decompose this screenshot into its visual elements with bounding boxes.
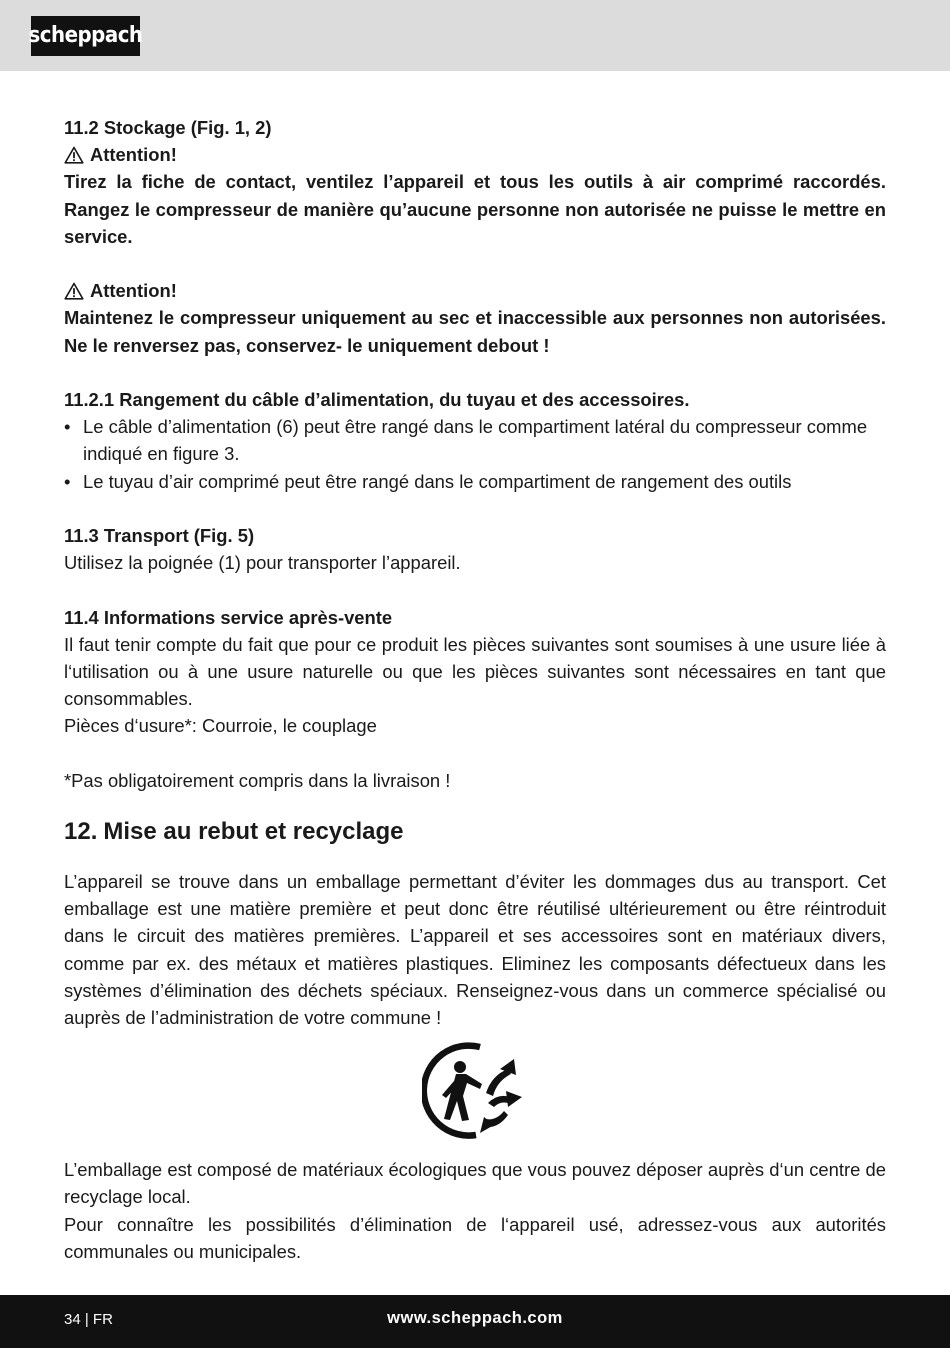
section-12-heading: [64, 816, 886, 848]
warning-triangle-icon: [64, 146, 84, 164]
section-11-2-1-title: 11.2.1 Rangement du câble d’alimentation, du tuyau et des accessoires.: [64, 389, 690, 410]
warning-2: [64, 277, 886, 304]
warning-2-label: Attention!: [90, 280, 177, 302]
footer-bar: [0, 1295, 950, 1348]
warning-1-text: Tirez la fiche de contact, ventilez l’appareil et tous les outils à air comprimé raccordés. Rangez le compresseur de manière qu’aucune personne non autorisée ne puisse le mettre en service.: [64, 171, 886, 247]
bullet-dot: •: [64, 470, 71, 492]
disposal-paragraph: L’appareil se trouve dans un emballage permettant d’éviter les dommages dus au transport. Cet emballage est une matière première et peut donc être réutilisé ultérieurement ou être réintroduit dans le circuit des matières premières. L’appareil et ses accessoires sont en matériaux divers, comme par ex. des métaux et matières plastiques. Eliminez les composants défectueux dans les systèmes d’élimination des déchets spéciaux. Renseignez-vous dans un commerce spécialisé ou auprès de l’administration de votre commune !: [64, 871, 886, 1029]
list-item: [64, 468, 886, 495]
warning-triangle-icon: [64, 282, 84, 300]
list-item: [64, 413, 886, 467]
disposal-authorities-paragraph: Pour connaître les possibilités d’élimination de l‘appareil usé, adressez-vous aux autorités communales ou municipales.: [64, 1213, 886, 1262]
bullet-dot: •: [64, 416, 71, 438]
wear-parts: Pièces d‘usure*: Courroie, le couplage: [64, 715, 377, 737]
list-item-text: Le câble d’alimentation (6) peut être rangé dans le compartiment latéral du compresseur comme indiqué en figure 3.: [83, 416, 868, 465]
section-11-3-text: Utilisez la poignée (1) pour transporter l’appareil.: [64, 552, 461, 574]
website-url: www.scheppach.com: [387, 1309, 563, 1327]
page-number: 34 | FR: [64, 1311, 113, 1328]
triman-recycling-icon: [422, 1041, 528, 1141]
warning-2-text: Maintenez le compresseur uniquement au sec et inaccessible aux personnes non autorisées. Ne le renversez pas, conservez- le uniquement debout !: [64, 307, 886, 356]
section-11-3-title: 11.3 Transport (Fig. 5): [64, 525, 255, 546]
header-bar: [0, 0, 950, 71]
section-11-4-title: 11.4 Informations service après-vente: [64, 606, 393, 628]
section-11-2-title: 11.2 Stockage (Fig. 1, 2): [64, 117, 272, 138]
section-12-title: Mise au rebut et recyclage: [103, 818, 404, 845]
recycle-figure: [64, 1031, 886, 1156]
packaging-paragraph: L’emballage est composé de matériaux écologiques que vous pouvez déposer auprès d‘un centre de recyclage local.: [64, 1159, 886, 1208]
footnote: *Pas obligatoirement compris dans la livraison !: [64, 769, 451, 791]
warning-1-label: Attention!: [90, 144, 177, 166]
warning-1: [64, 141, 886, 168]
logo-text: scheppach: [28, 22, 143, 48]
scheppach-logo: [28, 16, 143, 56]
section-12-number: 12.: [64, 818, 98, 845]
section-11-4-text: Il faut tenir compte du fait que pour ce produit les pièces suivantes sont soumises à une usure liée à l‘utilisation ou à une usure naturelle ou que les pièces suivantes sont nécessaires en tant que consommables.: [64, 633, 886, 710]
list-item-text: Le tuyau d’air comprimé peut être rangé dans le compartiment de rangement des outils: [83, 470, 792, 492]
document-content: [64, 114, 886, 1265]
